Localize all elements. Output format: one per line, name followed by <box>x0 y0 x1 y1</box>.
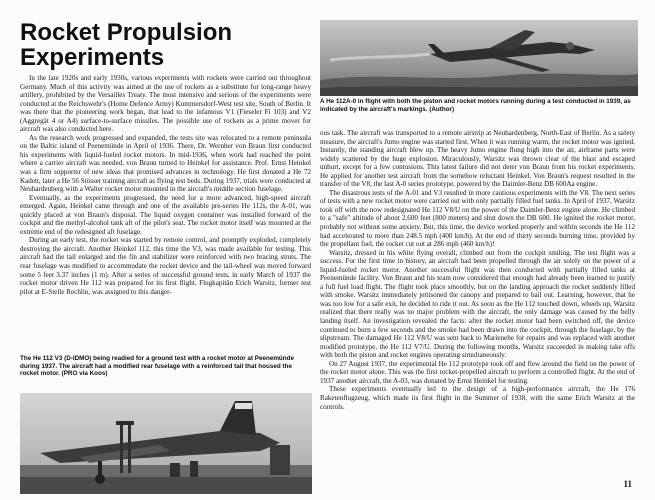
paragraph: During an early test, the rocket was started by remote control, and promptly exploded, completely destroying the aircraft. Another Heinkel 112, this time the V3, was made available for testing. This aircraft had the tail enlarged and the fin and stabilizer were reinforced with two bracing struts. The rear fuselage was modified to accommodate the rocket device and the tail-wheel was moved forward some 5 feet 3.37 inches (1 m). After a series of successful ground tests, in early March of 1937 the rocket motor driven He 112 was prepared for its first flight. Flugkapitän Erich Warsitz, former test pilot at E-Stelle Rechlin, was assigned to this danger- <box>20 236 311 296</box>
paragraph: On 27 August 1937, the experimental He 112 prototype took off and flew around the field on the power of the rocket motor alone. This was the first rocket-propelled aircraft to perform a controlled flight. At the end of 1937 another aircraft, the A-03, was donated by Ernst Heinkel for testing. <box>320 359 635 385</box>
paragraph: These experiments eventually led to the design of a high-performance aircraft, the He 176 Raketenflugzeug, which made its first flight in the Summer of 1938, with the same Erich Warsitz at the controls. <box>320 385 635 411</box>
page-number: 11 <box>623 479 632 489</box>
photo-he112-v3-ground-test <box>20 393 312 494</box>
paragraph: Eventually, as the experiments progressed, the need for a more advanced, high-speed aircraft emerged. Again, Heinkel came through and one of the available pre-series He 112s, the A-01, was quickly placed at von Braun's disposal. The liquid oxygen container was installed forward of the cockpit and the methyl-alcohol tank aft of the pilot's seat. The rocket motor itself was mounted at the extreme end of the redesigned aft fuselage. <box>20 193 311 236</box>
paragraph: As the research work progressed and expanded, the tests site was relocated to a remote peninsula on the Baltic island of Peenemünde in April of 1936. There, Dr. Wernher von Braun first conducted his experiments with liquid-fueled rocket motors. In mid-1936, when work had reached the point where a carrier aircraft was needed, von Braun turned to Heinkel for assistance. Prof. Ernst Heinkel was a firm supporter of new ideas that promised advances in technology. He first donated a He 72 Kadett, later a He 56 Stösser training aircraft as flying test beds. During 1937, trials were conducted at Neuhardenberg with a Walter rocket motor mounted in the aircraft's middle section fuselage. <box>20 133 311 194</box>
paragraph: Warsitz, dressed in his white flying overall, climbed out from the cockpit smiling. The test flight was a success. For the first time in history, an aircraft had been propelled through the air solely on the power of a liquid-fueled rocket motor. Another successful flight was then conducted with partially filled tanks at Peenemünde facility. Von Braun and his team now considered that enough had already been learned to justify a full fuel load flight. The flight took place smoothly, but on the landing approach the rocket suddenly filled with smoke. Warsitz immediately jettisoned the canopy and prepared to bail out. Learning, however, that he was too low for a safe exit, he decided to ride it out. As soon as the He 112 touched down, wheels up, Warsitz realized that there really was no major problem with the aircraft, the only damage was caused by the belly landing itself. An investigation revealed the facts: after the rocket motor had been switched off, the device continued to burn a few seconds and the smoke had been drawn into the cockpit, through the fuselage, by the slipstream. The damaged He 112 V8/U was sent back to Marienehe for repairs and was replaced with another modified prototype, the He 112 V7/U. During the following months, Warsitz succeeded in making take offs with both the piston and rocket engines operating simultaneously. <box>320 248 635 360</box>
right-column-text <box>320 129 635 411</box>
photo-he112-in-flight <box>320 20 638 96</box>
paragraph: In the late 1920s and early 1930s, various experiments with rockets were carried out throughout Germany. Much of this activity was aimed at the use of rockets as a substitute for long-range heavy artillery, prohibited by the Versailles Treaty. The most intensive and serious of the experiments were conducted at the Reichswehr's (Home Defence Army) Kummersdorf-West test site, South of Berlin. It was there that the pioneering work began, that lead to the infamous V1 (Fieseler Fi 103) and V2 (Aggregät 4 or A4) surface-to-surface missiles. The possible use of rockets as a prime mover for aircraft was also conducted here. <box>20 74 311 134</box>
page-title: Rocket Propulsion Experiments <box>20 19 233 71</box>
left-column-text <box>20 74 311 296</box>
photo-caption-top: A He 112A-0 in flight with both the piston and rocket motors running during a test conducted in 1939, as indicated by the aircraft's markings. (Author) <box>320 98 631 113</box>
photo-caption-bottom: The He 112 V3 (D-IDMO) being readied for a ground test with a rocket motor at Peenemünde during 1937. The aircraft had a modified rear fuselage with a reinforced tail that housed the rocket motor. (PRO via Koos) <box>20 355 294 378</box>
paragraph: The disastrous tests of the A-01 and V3 resulted in more cautious experiments with the V8. The next series of tests with a new rocket motor were carried out with only partially filled fuel tanks. In April of 1937, Warsitz took off with the now redesignated He 112 V8/U on the power of the Daimler-Benz engine alone. He climbed to a "safe" altitude of about 2,600 feet (800 meters) and shut down the DB 600. He ignited the rocket motor, probably not without some anxiety. But, this time, the device worked properly and within seconds the He 112 had accelerated to more than 248.5 mph (400 km/h). At the end of thirty seconds burning time, provided by the propellant fuel, the rocket cut out at 286 mph (460 km/h)! <box>320 188 635 249</box>
paragraph: ous task. The aircraft was transported to a remote airstrip at Neuhardenberg, North-East of Berlin. As a safety measure, the aircraft's Jumo engine was started first. When it was running warm, the rocket motor was ignited. Instantly, the standing aircraft blew up. The heavy Jumo engine flung high into the air, airframe parts were widely scattered by the huge explosion. Miraculously, Warsitz was thrown clear of the blast and escaped unhurt, except for a few contusions. This latest failure did not deter von Braun from his rocket experiments. He applied for another test aircraft from the somehow reluctant Heinkel. Von Braun's request resulted in the transfer of the V8, the last A-0 series prototype, powered by the Daimler-Benz DB 600Aa engine. <box>320 129 635 189</box>
